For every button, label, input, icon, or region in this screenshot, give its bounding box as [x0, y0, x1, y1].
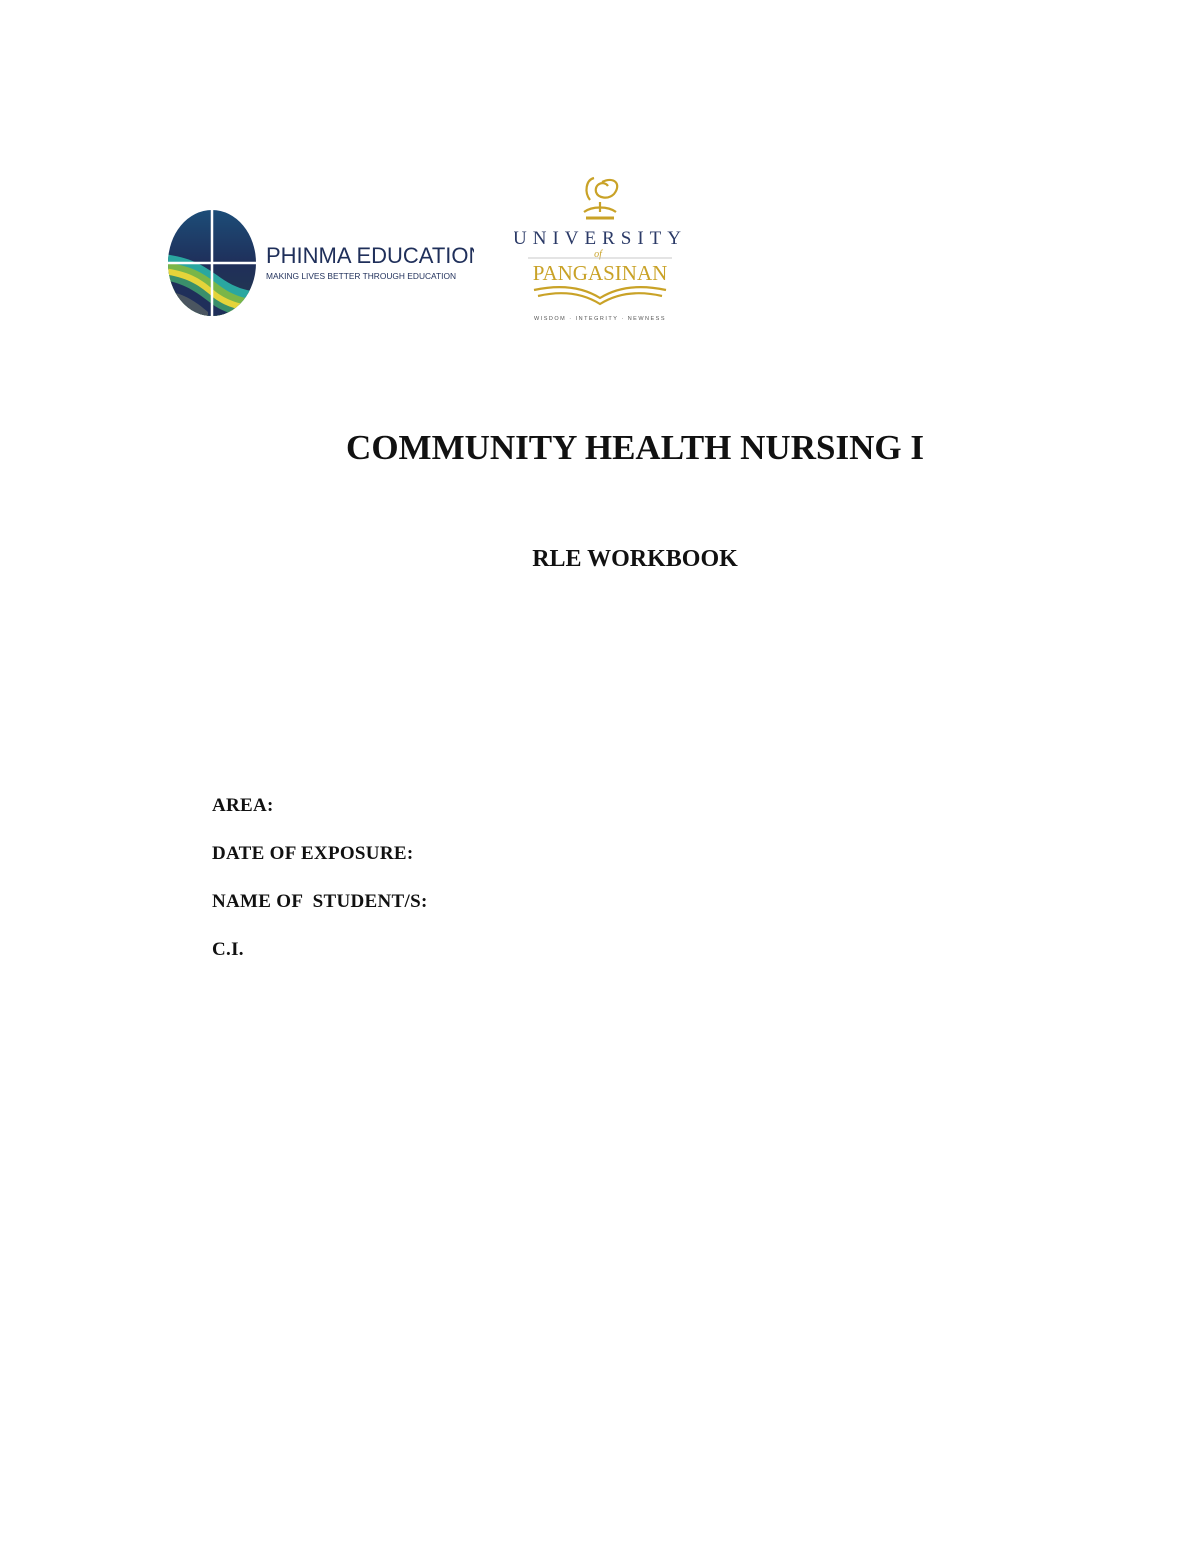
field-ci-label: C.I. [212, 939, 244, 960]
phinma-tagline: MAKING LIVES BETTER THROUGH EDUCATION [266, 271, 457, 281]
field-name-of-students-label: NAME OF STUDENT/S: [212, 891, 428, 912]
phinma-name: PHINMA EDUCATION [266, 243, 474, 268]
field-area-label: AREA: [212, 795, 274, 816]
up-motto: WISDOM · INTEGRITY · NEWNESS [533, 316, 667, 322]
crest-icon [584, 178, 617, 218]
phinma-logo-graphic [164, 206, 474, 322]
document-subtitle: RLE WORKBOOK [532, 546, 738, 572]
up-line3: PANGASINAN [532, 261, 668, 285]
open-book-icon [534, 287, 666, 304]
university-of-pangasinan-logo [514, 172, 686, 324]
phinma-education-logo [164, 206, 474, 322]
field-date-of-exposure-label: DATE OF EXPOSURE: [212, 843, 414, 864]
up-line2: of [594, 249, 602, 260]
up-line1: UNIVERSITY [514, 228, 686, 249]
up-logo-graphic [514, 172, 686, 324]
form-field-list [212, 794, 428, 986]
document-title: COMMUNITY HEALTH NURSING I [346, 428, 924, 467]
